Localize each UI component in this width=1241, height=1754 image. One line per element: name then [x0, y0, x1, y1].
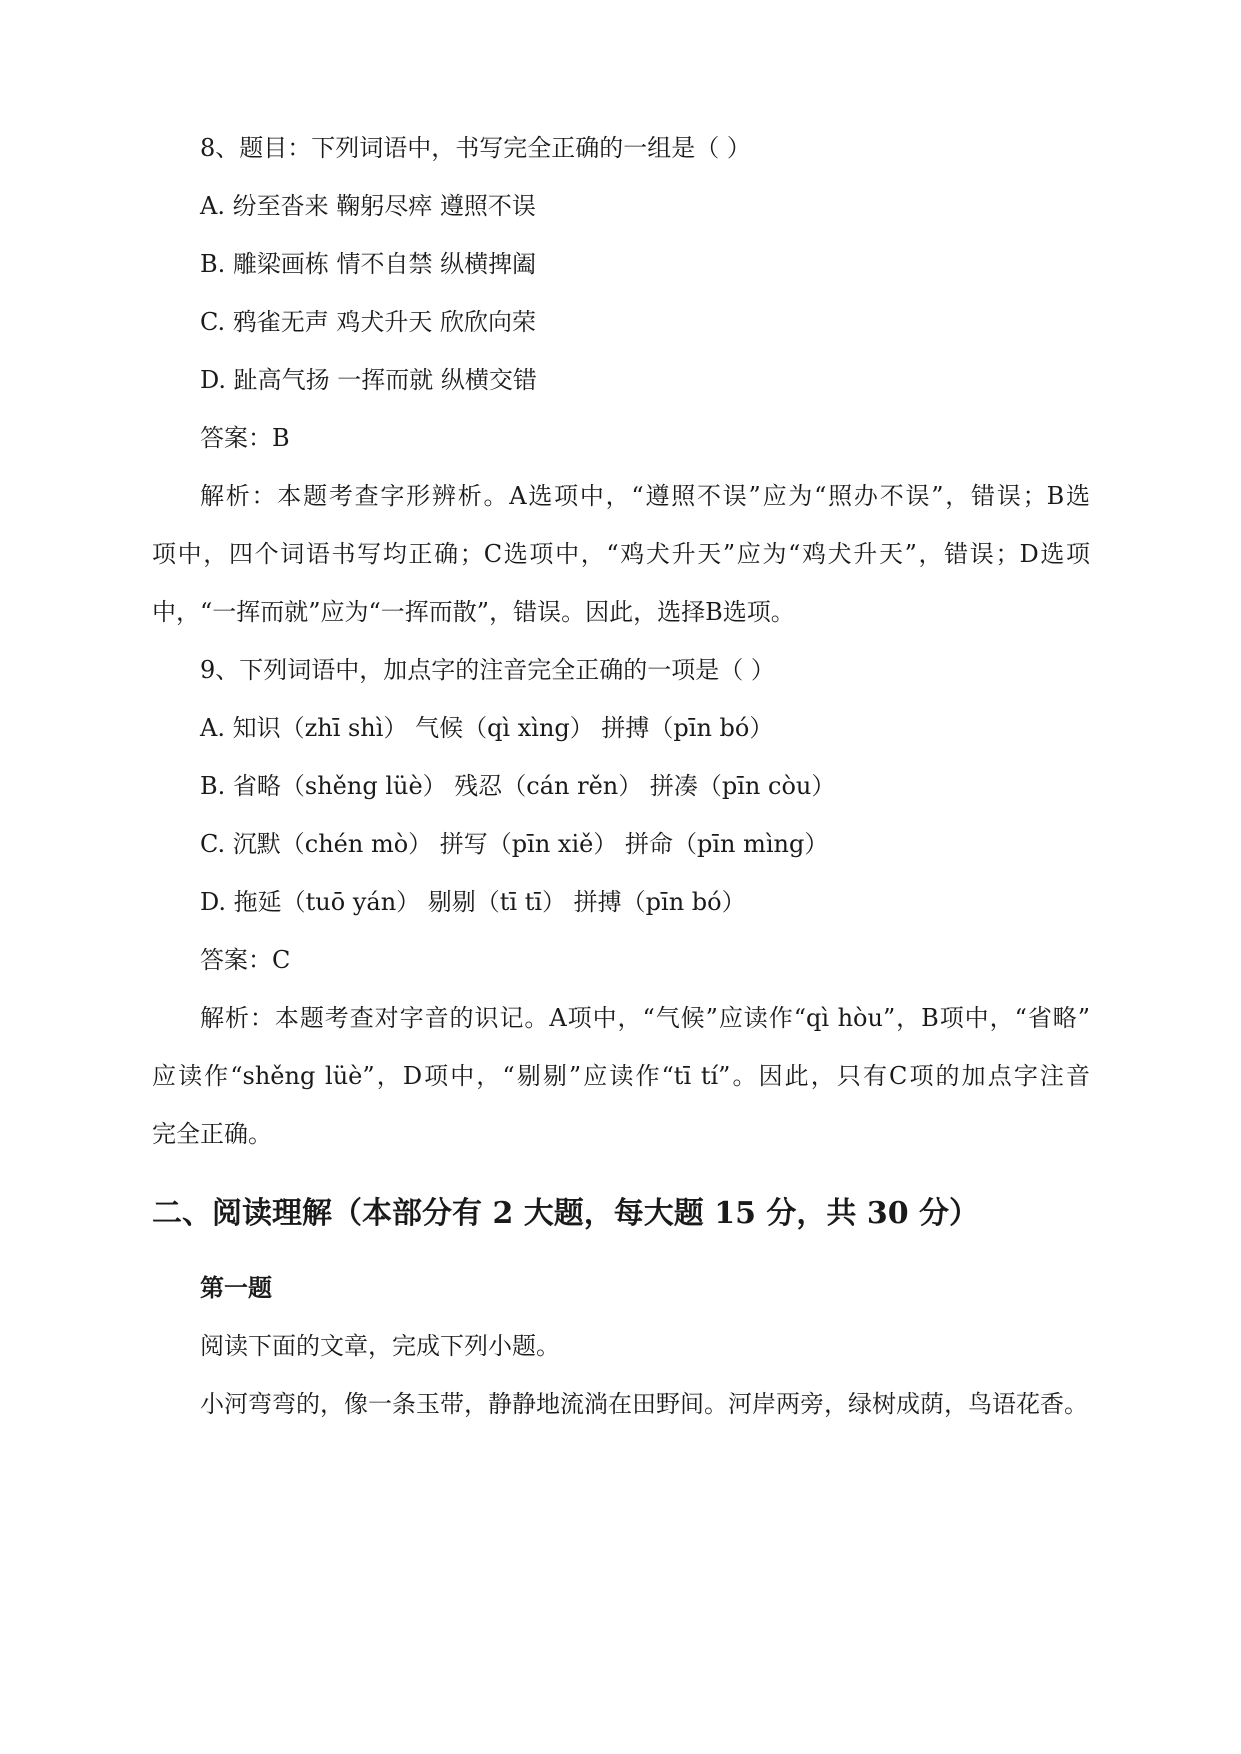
question-8-stem: 8、题目：下列词语中，书写完全正确的一组是（ ）	[200, 134, 751, 162]
section-2-heading: 二、阅读理解（本部分有 2 大题，每大题 15 分，共 30 分）	[152, 1196, 980, 1231]
question-8-option-b: B. 雕梁画栋 情不自禁 纵横捭阖	[200, 250, 537, 278]
reading-instruction: 阅读下面的文章，完成下列小题。	[200, 1332, 560, 1360]
question-9-analysis-line-1: 解析：本题考查对字音的识记。A项中，“气候”应读作“qì hòu”，B项中，“省略”	[200, 1004, 1090, 1032]
passage-first-line: 小河弯弯的，像一条玉带，静静地流淌在田野间。河岸两旁，绿树成荫，鸟语花香。	[200, 1390, 1088, 1418]
question-9-analysis-line-2: 应读作“shěng lüè”，D项中，“剔剔”应读作“tī tí”。因此，只有C项的加点字注音	[152, 1062, 1090, 1090]
question-9-option-b: B. 省略（shěng lüè） 残忍（cán rěn） 拼凑（pīn còu）	[200, 772, 836, 800]
question-8-analysis-line-2: 项中，四个词语书写均正确；C选项中，“鸡犬升天”应为“鸡犬升天”，错误；D选项	[152, 540, 1090, 568]
question-9-option-d: D. 拖延（tuō yán） 剔剔（tī tī） 拼搏（pīn bó）	[200, 888, 746, 916]
question-8-option-d: D. 趾高气扬 一挥而就 纵横交错	[200, 366, 537, 394]
question-8-option-a: A. 纷至沓来 鞠躬尽瘁 遵照不误	[200, 192, 536, 220]
question-9-option-a: A. 知识（zhī shì） 气候（qì xìng） 拼搏（pīn bó）	[200, 714, 774, 742]
question-9-stem: 9、下列词语中，加点字的注音完全正确的一项是（ ）	[200, 656, 775, 684]
question-8-option-c: C. 鸦雀无声 鸡犬升天 欣欣向荣	[200, 308, 537, 336]
question-8-analysis-line-1: 解析：本题考查字形辨析。A选项中，“遵照不误”应为“照办不误”，错误；B选	[200, 482, 1090, 510]
question-9-answer: 答案：C	[200, 946, 291, 974]
question-9-analysis-line-3: 完全正确。	[152, 1120, 272, 1148]
part-1-title: 第一题	[200, 1273, 272, 1302]
question-8-answer: 答案：B	[200, 424, 290, 452]
question-8-analysis-line-3: 中，“一挥而就”应为“一挥而散”，错误。因此，选择B选项。	[152, 598, 795, 626]
question-9-option-c: C. 沉默（chén mò） 拼写（pīn xiě） 拼命（pīn mìng）	[200, 830, 829, 858]
